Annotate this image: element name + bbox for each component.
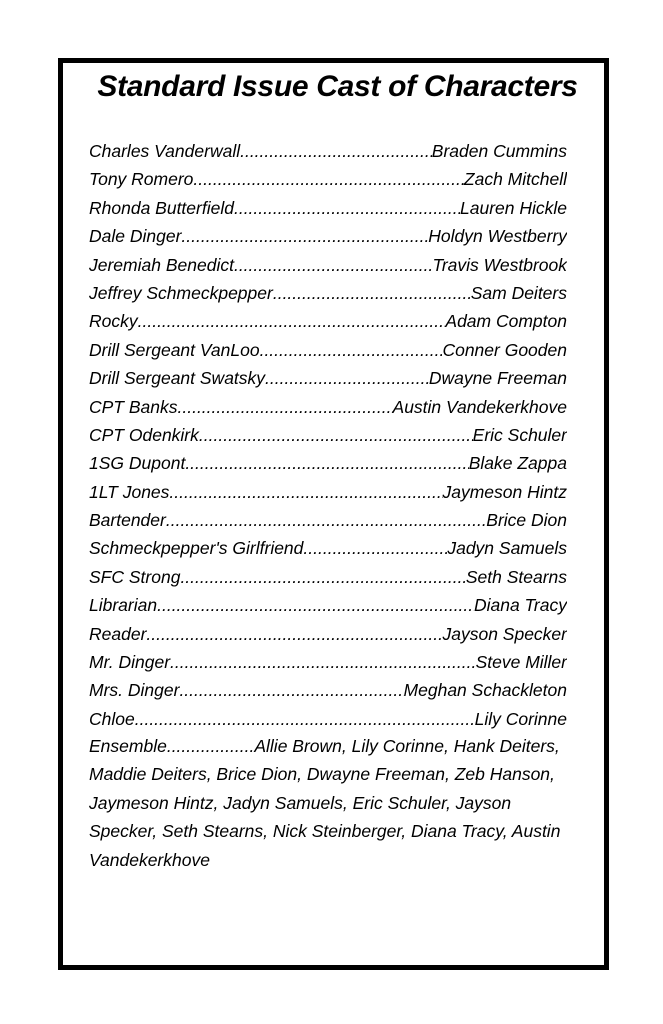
dot-leader [273, 279, 471, 307]
actor-name: Jadyn Samuels [447, 538, 567, 559]
dot-leader [166, 506, 486, 534]
actor-name: Zach Mitchell [463, 169, 567, 190]
cast-row [89, 393, 567, 421]
dot-leader [170, 648, 476, 676]
actor-name: Sam Deiters [470, 282, 567, 303]
dot-leader [135, 705, 475, 733]
actor-name: Brice Dion [486, 510, 567, 531]
page-title: Standard Issue Cast of Characters [97, 70, 578, 103]
role-name: Reader [89, 623, 147, 644]
cast-row [89, 307, 567, 335]
actor-name: Meghan Schackleton [403, 680, 567, 701]
role-name: Jeremiah Benedict [89, 254, 234, 275]
role-name: Chloe [89, 708, 135, 729]
actor-name: Conner Gooden [442, 339, 567, 360]
role-name: Librarian [89, 595, 158, 616]
actor-name: Eric Schuler [472, 424, 567, 445]
dot-leader [157, 591, 474, 619]
role-name: CPT Banks [89, 396, 178, 417]
cast-row [89, 165, 567, 193]
role-name: 1LT Jones [89, 481, 170, 502]
cast-row [89, 364, 567, 392]
role-name: Schmeckpepper's Girlfriend [89, 538, 304, 559]
dot-leader [138, 307, 446, 335]
cast-row [89, 251, 567, 279]
actor-name: Adam Compton [445, 311, 567, 332]
actor-name: Travis Westbrook [432, 254, 567, 275]
role-name: CPT Odenkirk [89, 424, 199, 445]
role-name: Tony Romero [89, 169, 194, 190]
cast-row [89, 563, 567, 591]
ensemble-dot-leader: .................. [166, 736, 255, 756]
role-name: Bartender [89, 510, 166, 531]
actor-name: Holdyn Westberry [428, 226, 567, 247]
role-name: SFC Strong [89, 566, 181, 587]
cast-list [89, 137, 567, 733]
cast-row [89, 421, 567, 449]
dot-leader [199, 421, 473, 449]
dot-leader [185, 449, 468, 477]
cast-row [89, 591, 567, 619]
dot-leader [240, 137, 432, 165]
ensemble-role: Ensemble [89, 736, 167, 756]
dot-leader [234, 251, 433, 279]
role-name: Jeffrey Schmeckpepper [89, 282, 273, 303]
actor-name: Jaymeson Hintz [442, 481, 567, 502]
role-name: Rocky [89, 311, 138, 332]
dot-leader [146, 620, 442, 648]
cast-row [89, 506, 567, 534]
actor-name: Dwayne Freeman [428, 368, 567, 389]
cast-row [89, 478, 567, 506]
role-name: Drill Sergeant VanLoo [89, 339, 260, 360]
role-name: 1SG Dupont [89, 453, 186, 474]
cast-row [89, 648, 567, 676]
actor-name: Jayson Specker [442, 623, 567, 644]
dot-leader [234, 194, 460, 222]
dot-leader [303, 534, 447, 562]
actor-name: Seth Stearns [465, 566, 567, 587]
cast-row [89, 279, 567, 307]
actor-name: Lily Corinne [474, 708, 567, 729]
dot-leader [193, 165, 464, 193]
dot-leader [179, 676, 403, 704]
dot-leader [265, 364, 429, 392]
actor-name: Lauren Hickle [460, 197, 567, 218]
dot-leader [169, 478, 442, 506]
dot-leader [180, 563, 465, 591]
dot-leader [181, 222, 428, 250]
role-name: Drill Sergeant Swatsky [89, 368, 266, 389]
role-name: Rhonda Butterfield [89, 197, 234, 218]
cast-row [89, 222, 567, 250]
ensemble-entry [89, 732, 575, 874]
actor-name: Austin Vandekerkhove [392, 396, 567, 417]
cast-row [89, 705, 567, 733]
role-name: Mrs. Dinger [89, 680, 180, 701]
dot-leader [260, 336, 443, 364]
cast-row [89, 449, 567, 477]
role-name: Dale Dinger [89, 226, 182, 247]
cast-row [89, 676, 567, 704]
cast-row [89, 534, 567, 562]
ensemble-members: Allie Brown, Lily Corinne, Hank Deiters, Maddie Deiters, Brice Dion, Dwayne Freeman, Zeb Hanson, Jaymeson Hintz, Jadyn Samuels, Eric Schuler, Jayson Specker, Seth Stearns, Nick Steinberger, Diana Tracy, Austin Vandekerkhove [89, 736, 561, 870]
actor-name: Diana Tracy [473, 595, 567, 616]
actor-name: Blake Zappa [468, 453, 567, 474]
cast-row [89, 137, 567, 165]
cast-row [89, 336, 567, 364]
dot-leader [178, 393, 393, 421]
cast-row [89, 620, 567, 648]
role-name: Charles Vanderwall [89, 141, 241, 161]
actor-name: Steve Miller [475, 652, 567, 673]
role-name: Mr. Dinger [89, 652, 171, 673]
actor-name: Braden Cummins [431, 141, 567, 161]
cast-row [89, 194, 567, 222]
